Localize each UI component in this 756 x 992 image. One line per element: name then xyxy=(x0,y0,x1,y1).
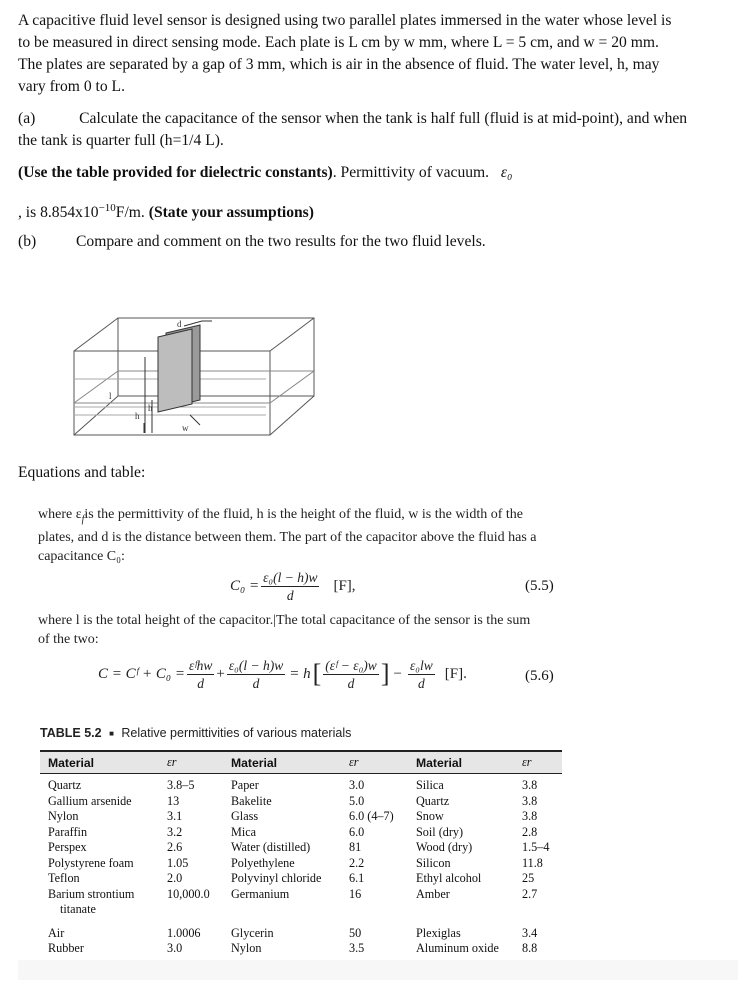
permittivity-cell: 6.0 (4–7) xyxy=(349,809,394,823)
eq56-t3-num: (εᶠ − ε₀)w xyxy=(325,657,377,673)
header-material-2: Material xyxy=(223,751,341,774)
snippet-line-3: capacitance C₀: xyxy=(38,548,125,564)
intro-line-3: The plates are separated by a gap of 3 mm, which is air in the absence of fluid. The water level, h, may xyxy=(18,56,660,73)
material-cell: Mica xyxy=(231,824,257,839)
permittivity-cell: 1.5–4 xyxy=(522,840,550,854)
value-prefix: , is 8.854x10 xyxy=(18,204,99,222)
eq56-lhs: C = Cᶠ + C₀ = xyxy=(98,665,185,682)
material-cell: Nylon xyxy=(48,809,79,823)
label-l: l xyxy=(109,391,112,401)
material-cell: Snow xyxy=(416,809,444,823)
part-a-label: (a) xyxy=(18,110,36,127)
material-cell: Barium strontium xyxy=(48,886,135,901)
permittivity-cell: 2.2 xyxy=(349,855,365,870)
permittivity-cell xyxy=(514,902,562,918)
part-a-line-2: the tank is quarter full (h=1/4 L). xyxy=(18,132,224,149)
permittivity-cell: 2.7 xyxy=(522,886,538,901)
table-note: (Use the table provided for dielectric constants) xyxy=(18,164,333,181)
table-body xyxy=(40,774,562,961)
permittivity-cell: 3.0 xyxy=(349,778,365,792)
material-cell: Ethyl alcohol xyxy=(416,871,482,885)
eq56-term-1 xyxy=(187,657,214,692)
eq56-plus: + xyxy=(216,665,225,682)
eq56-t4-num: ε₀lw xyxy=(409,657,433,673)
label-d: d xyxy=(177,319,182,329)
material-cell xyxy=(408,902,514,918)
permittivity-cell: 11.8 xyxy=(522,855,543,870)
permittivity-table xyxy=(40,750,562,962)
part-a-value xyxy=(18,197,743,224)
permittivity-cell: 3.8 xyxy=(522,778,538,792)
table-number: TABLE 5.2 xyxy=(40,726,102,740)
eq56-t1-den: d xyxy=(197,675,205,691)
snippet-line-5: of the two: xyxy=(38,631,99,647)
table-header-row xyxy=(40,751,562,774)
permittivity-cell: 1.05 xyxy=(167,855,189,870)
material-cell: Silicon xyxy=(416,855,451,870)
permittivity-cell: 1.0006 xyxy=(167,925,201,940)
eq56-t2-num: ε₀(l − h)w xyxy=(228,657,284,673)
eq55-unit: [F], xyxy=(333,577,356,594)
eq56-t1-num: εᶠhw xyxy=(188,657,213,673)
table-row xyxy=(40,856,562,872)
assumptions-note: (State your assumptions) xyxy=(148,204,314,222)
epsilon-symbol: ε₀ xyxy=(500,164,513,181)
material-cell: Quartz xyxy=(48,778,82,792)
table-bullet-icon: ■ xyxy=(109,729,114,739)
part-a xyxy=(18,108,743,152)
permittivity-cell: 6.0 xyxy=(349,824,365,839)
material-cell: Nylon xyxy=(223,941,341,961)
eq56-t4-den: d xyxy=(417,675,425,691)
eq55-numerator: ε₀(l − h)w xyxy=(263,569,318,585)
table-row xyxy=(40,887,562,903)
eq56-label: (5.6) xyxy=(525,668,554,684)
w-dimension-line xyxy=(190,415,200,425)
snippet-line-4: where l is the total height of the capacitor.|The total capacitance of the sensor is the sum xyxy=(38,613,531,628)
value-exponent: −10 xyxy=(98,202,116,214)
permittivity-cell: 16 xyxy=(349,886,362,901)
eq56-term-3 xyxy=(323,657,379,692)
permittivity-cell: 3.2 xyxy=(167,824,183,839)
material-cell: Soil (dry) xyxy=(416,824,464,839)
table-row xyxy=(40,918,562,942)
textbook-snippet xyxy=(38,506,568,566)
material-cell xyxy=(223,902,341,918)
textbook-snippet-2 xyxy=(38,612,568,649)
material-cell: Polyethylene xyxy=(231,855,295,870)
part-b xyxy=(18,231,743,253)
label-h-outer: h xyxy=(135,411,140,421)
material-cell: Quartz xyxy=(416,793,450,808)
equation-5-6: C = Cᶠ + C₀ = $\frac{\text{εᶠhw}}{d}$ + $\frac{\text{ε₀(l − h)w}}{d}$ = h [ $\frac{\text{(εᶠ − ε₀)w}}{d}$ ] − $\frac{\text{ε₀lw}}{d}$ [F]. xyxy=(98,657,467,691)
material-cell: Air xyxy=(48,925,65,940)
eq56-unit: [F]. xyxy=(444,665,467,682)
snippet-sub-f: f xyxy=(81,513,85,525)
material-cell: Glass xyxy=(231,809,259,823)
permittivity-table-wrapper xyxy=(40,750,562,962)
label-h-inner: h xyxy=(148,403,153,413)
permittivity-cell: 13 xyxy=(167,793,180,808)
intro-line-1: A capacitive fluid level sensor is designed using two parallel plates immersed in the water whose level is xyxy=(18,12,672,29)
table-row xyxy=(40,871,562,887)
snippet-line-1a: where ε xyxy=(38,507,82,522)
equation-5-5 xyxy=(230,566,356,606)
permittivity-cell: 2.8 xyxy=(522,824,538,839)
part-a-permittivity xyxy=(18,162,743,184)
table-title xyxy=(40,726,351,740)
permittivity-cell: 2.6 xyxy=(167,840,183,854)
material-cell: Wood (dry) xyxy=(416,840,473,854)
part-a-line-1: Calculate the capacitance of the sensor when the tank is half full (fluid is at mid-point), and when xyxy=(79,110,688,127)
tank-diagram xyxy=(70,315,320,440)
permittivity-cell: 3.8 xyxy=(522,809,538,823)
tank-back-face xyxy=(118,318,314,396)
permittivity-cell: 3.0 xyxy=(159,941,223,961)
page-footer-strip xyxy=(18,960,738,980)
permittivity-cell xyxy=(159,902,223,918)
eq56-t3-den: d xyxy=(347,675,355,691)
table-row xyxy=(40,825,562,841)
material-cell: Rubber xyxy=(40,941,159,961)
eq55-fraction xyxy=(261,569,319,604)
table-row xyxy=(40,774,562,794)
permittivity-cell xyxy=(341,902,408,918)
material-cell: Germanium xyxy=(231,886,290,901)
table-subtitle: Relative permittivities of various materials xyxy=(121,726,352,740)
permittivity-cell: 3.5 xyxy=(341,941,408,961)
material-cell: Water (distilled) xyxy=(231,840,311,854)
material-cell: Teflon xyxy=(48,871,80,885)
material-cell: Gallium arsenide xyxy=(48,793,132,808)
permittivity-cell: 3.8–5 xyxy=(167,778,195,792)
intro-line-4: vary from 0 to L. xyxy=(18,78,125,95)
table-row xyxy=(40,809,562,825)
material-cell: Paper xyxy=(231,778,259,792)
permittivity-cell: 25 xyxy=(522,871,535,885)
permittivity-cell: 81 xyxy=(349,840,362,854)
material-cell: Polyvinyl chloride xyxy=(231,871,322,885)
permittivity-cell: 10,000.0 xyxy=(167,886,210,901)
eq56-term-2 xyxy=(227,657,285,692)
permittivity-cell: 5.0 xyxy=(349,793,365,808)
eq56-t2-den: d xyxy=(252,675,260,691)
header-er-3: εr xyxy=(514,751,562,774)
intro-line-2: to be measured in direct sensing mode. Each plate is L cm by w mm, where L = 5 cm, and w = 20 mm. xyxy=(18,34,659,51)
eq55-lhs: C₀ = xyxy=(230,577,260,594)
header-er-2: εr xyxy=(341,751,408,774)
table-row xyxy=(40,902,562,918)
permittivity-cell: 50 xyxy=(349,925,362,940)
table-row xyxy=(40,794,562,810)
material-cell: Glycerin xyxy=(231,925,274,940)
eq55-denominator: d xyxy=(286,587,294,603)
table-row xyxy=(40,941,562,961)
value-unit: F/m. xyxy=(115,204,145,222)
part-b-text: Compare and comment on the two results for the two fluid levels. xyxy=(76,233,486,250)
label-w: w xyxy=(182,423,189,433)
header-er-1: εr xyxy=(159,751,223,774)
tank-figure xyxy=(70,315,320,440)
capacitor-plate-front xyxy=(158,329,192,412)
permittivity-cell: 3.8 xyxy=(522,793,538,808)
eq56-term-4 xyxy=(408,657,435,692)
material-cell: Perspex xyxy=(48,840,87,854)
eq56-equals-h: = h xyxy=(289,665,311,682)
material-cell: Plexiglas xyxy=(416,925,461,940)
permittivity-cell: 3.1 xyxy=(167,809,183,823)
material-cell: Polystyrene foam xyxy=(48,855,134,870)
header-material-1: Material xyxy=(40,751,159,774)
equations-heading: Equations and table: xyxy=(18,464,146,481)
permittivity-text: . Permittivity of vacuum. xyxy=(332,164,490,181)
permittivity-cell: 3.4 xyxy=(522,925,538,940)
permittivity-cell: 2.0 xyxy=(167,871,183,885)
part-b-label: (b) xyxy=(18,233,37,250)
material-cell: Paraffin xyxy=(48,824,88,839)
permittivity-cell: 8.8 xyxy=(514,941,562,961)
material-cell: Amber xyxy=(416,886,450,901)
permittivity-cell: 6.1 xyxy=(349,871,365,885)
header-material-3: Material xyxy=(408,751,514,774)
material-cell: Silica xyxy=(416,778,444,792)
eq56-minus: − xyxy=(393,665,402,682)
snippet-line-2: plates, and d is the distance between them. The part of the capacitor above the fluid has a xyxy=(38,530,537,546)
table-row xyxy=(40,840,562,856)
material-cell: titanate xyxy=(60,902,96,916)
eq55-label: (5.5) xyxy=(525,578,554,594)
problem-intro xyxy=(18,10,743,98)
material-cell: Aluminum oxide xyxy=(408,941,514,961)
snippet-line-1b: is the permittivity of the fluid, h is the height of the fluid, w is the width of the xyxy=(84,507,523,522)
material-cell: Bakelite xyxy=(231,793,272,808)
